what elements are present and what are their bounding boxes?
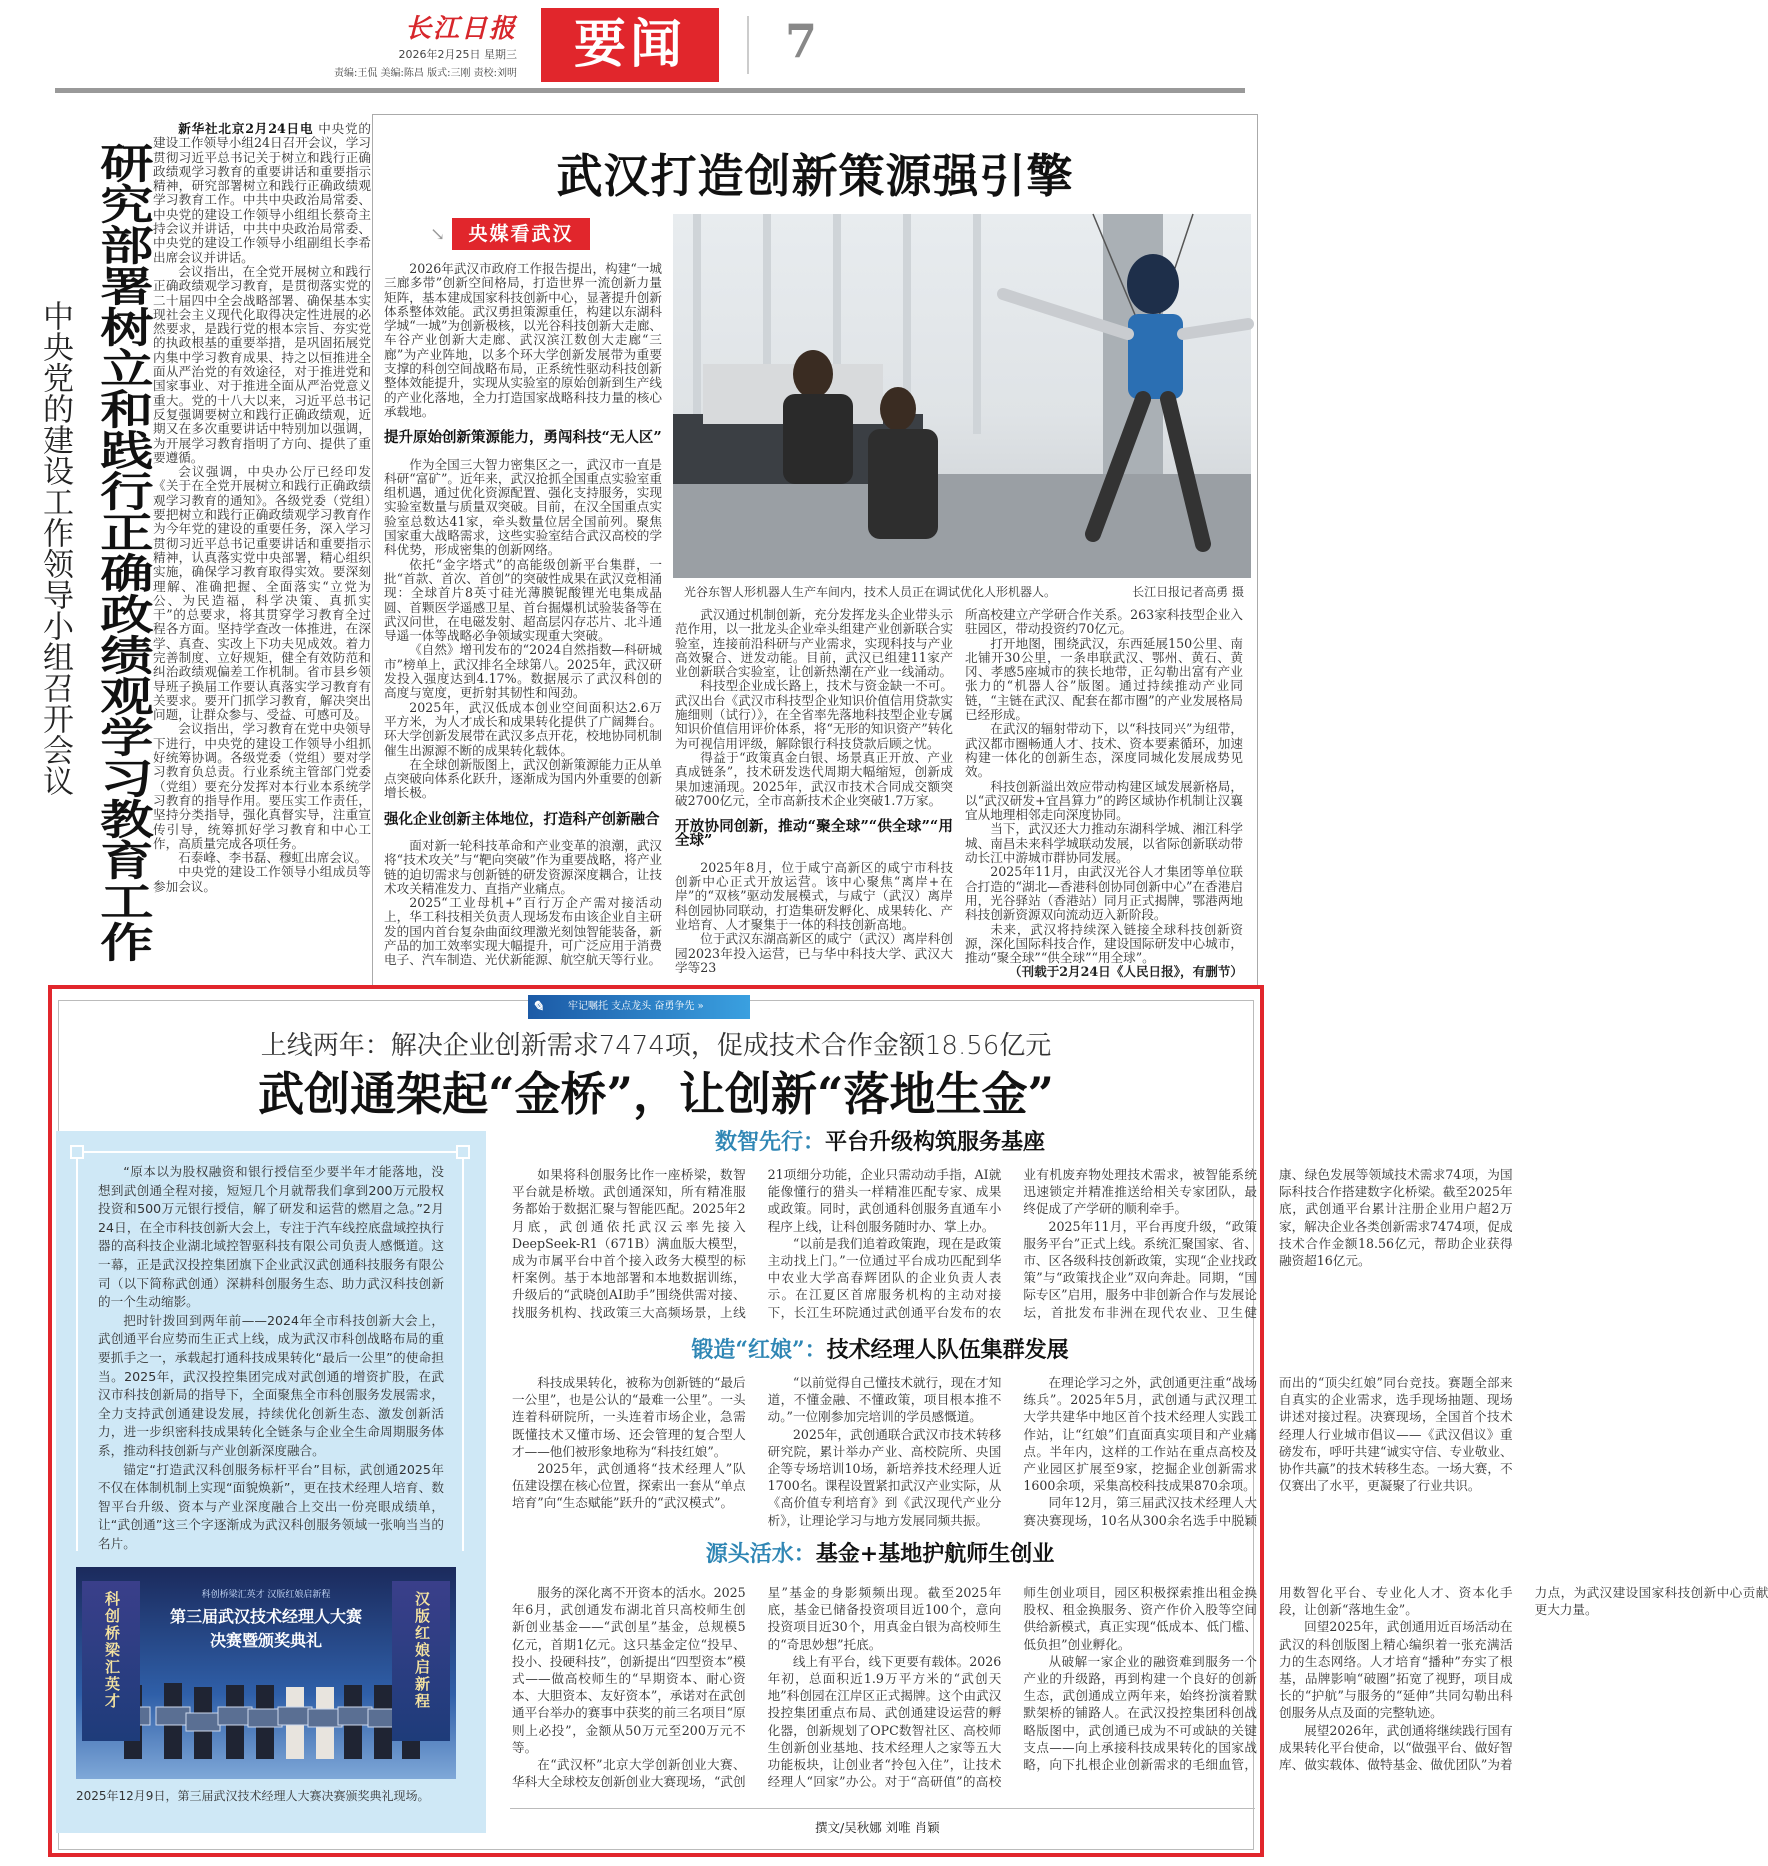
paragraph: 在“武汉杯”北京大学创新创业大赛、华科大全球校友创新创业大赛现场，“武创星”基金的身影频频出现。截至2025年底，基金已储备投资项目近100个，意向投资项目近30个，用真金白银为高校师生的“奇思妙想”托底。 <box>512 1585 1002 1790</box>
arrow-icon: ↘ <box>430 224 446 245</box>
feature-kicker: 上线两年：解决企业创新需求7474项，促成技术合作金额18.56亿元 <box>260 1031 1052 1061</box>
paragraph: 2025年11月，平台再度升级，“政策服务平台”正式上线。系统汇聚国家、省、市、区各级科技创新政策，实现“企业找政策”与“政策找企业”双向奔赴。同期，“国际专区”启用，服务中非创新合作与发展论坛，首批发布非洲在现代农业、卫生健康、绿色发展等领域技术需求74项，为国际科技合作搭建数字化桥梁。截至2025年底，武创通平台累计注册企业用户超2万家，解决企业各类创新需求7474项，促成技术合作金额18.56亿元，帮助企业获得融资超16亿元。 <box>1023 1167 1513 1320</box>
column-tag-label: 央媒看武汉 <box>452 218 590 250</box>
screen-subtitle: 决赛暨颁奖典礼 <box>209 1631 322 1650</box>
paragraph: 同年12月，第三届武汉技术经理人大赛决赛现场，10名从300余名选手中脱颖而出的“顶尖红娘”同台竞技。赛题全部来自真实的企业需求，选手现场抽题、现场讲述对接过程。决赛现场，全国首个技术经理人行业城市倡议——《武汉倡议》重磅发布，呼吁共建“诚实守信、专业敬业、协作共赢”的技术转移生态。一场大赛，不仅赛出了水平，更凝聚了行业共识。 <box>1023 1375 1513 1528</box>
paragraph: 2025年，武汉低成本创业空间面积达2.6万平方米，为人才成长和成果转化提供了广阔舞台。环大学创新发展带在武汉多点开花，校地协同机制催生出源源不断的成果转化载体。 <box>384 699 662 758</box>
header-rule <box>55 88 1245 93</box>
frame-corner <box>70 1145 84 1159</box>
page-number: 7 <box>785 14 818 68</box>
section-heading <box>510 1540 1250 1568</box>
dateline: 新华社北京2月24日电 <box>178 121 314 136</box>
paragraph: 在全球创新版图上，武汉创新策源能力正从单点突破向体系化跃升，逐渐成为国内外重要的创新增长极。 <box>384 756 662 801</box>
paragraph: “以前是我们追着政策跑，现在是政策主动找上门。”一位通过平台成功匹配到华中农业大学高春辉团队的企业负责人表示。在江夏区首席服务机构的主动对接下，长江生环院通过武创通平台发布的农业有机废弃物处理技术需求，被智能系统迅速锁定并精准推送给相关专家团队，最终促成了产学研的顺利牵手。 <box>767 1167 1257 1320</box>
byline: 撰文/吴秋娜 刘唯 肖颖 <box>815 1820 940 1835</box>
paragraph: “原本以为股权融资和银行授信至少要半年才能落地，没想到武创通全程对接，短短几个月就帮我们拿到200万元股权投资和500万元银行授信，解了研发和运营的燃眉之急。”2月24日，在全市科技创新大会上，专注于汽车线控底盘域控执行器的高科技企业湖北域控智驱科技有限公司负责人感慨道。这一幕，正是武汉投控集团旗下企业武汉武创通科技服务有限公司（以下简称武创通）深耕科创服务生态、助力武汉科技创新的一个生动缩影。 <box>98 1164 444 1310</box>
paragraph: 位于武汉东湖高新区的咸宁（武汉）离岸科创园2023年投入运营，已与华中科技大学、武汉大学等23 <box>675 931 953 975</box>
top-article-title: 武汉打造创新策源强引擎 <box>556 149 1074 203</box>
section-heading-text: 基金+基地护航师生创业 <box>815 1541 1055 1567</box>
paragraph: 2025年，武创通将“技术经理人”队伍建设摆在核心位置，探索出一套从“单点培育”向“生态赋能”跃升的“武汉模式”。 <box>512 1461 746 1511</box>
paragraph: 会议指出，学习教育在党中央领导下进行，中央党的建设工作领导小组抓好统筹协调。各级党委（党组）要对学习教育负总责。行业系统主管部门党委（党组）要充分发挥对本行业本系统学习教育的指导作用。要压实工作责任，坚持分类指导，强化真督实导，注重宣传引导，统筹抓好学习教育和中心工作，高质量完成各项任务。 <box>153 721 371 851</box>
section-heading-text: 平台升级构筑服务基座 <box>825 1129 1046 1155</box>
top-article-column-2 <box>675 608 953 984</box>
paragraph: 石泰峰、李书磊、穆虹出席会议。 <box>178 850 368 866</box>
subheading: 提升原始创新策源能力，勇闯科技“无人区” <box>384 429 662 447</box>
robot-photo <box>673 214 1251 578</box>
caption-text: 光谷东智人形机器人生产车间内，技术人员正在调试优化人形机器人。 <box>684 585 1057 599</box>
header-divider <box>747 16 749 74</box>
screen-title: 第三届武汉技术经理人大赛 <box>169 1607 362 1626</box>
paragraph: 依托“金字塔式”的高能级创新平台集群，一批“首款、首次、首创”的突破性成果在武汉竞相涌现：全球首片8英寸硅光薄膜铌酸锂光电集成晶圆、首颗医学遥感卫星、首台掘爆机试验装备等在武汉问世，在电磁发射、超高层闪存芯片、北斗通导遥一体等战略必争领域实现重大突破。 <box>384 556 662 644</box>
campaign-logo-icon: ✎ <box>532 999 544 1015</box>
section-heading-highlight: 数智先行： <box>714 1129 825 1155</box>
paragraph: 会议指出，在全党开展树立和践行正确政绩观学习教育，是贯彻落实党的二十届四中全会战略部署、确保基本实现社会主义现代化取得决定性进展的必然要求，是践行党的根本宗旨、夯实党的执政根基的重要举措，是巩固拓展党内集中学习教育成果、持之以恒推进全面从严治党的有效途径，对于推进党和国家事业、对于推进全面从严治党意义重大。党的十八大以来，习近平总书记反复强调要树立和践行正确政绩观，近期又在多次重要讲话中特别加以强调，为开展学习教育指明了方向、提供了重要遵循。 <box>153 263 371 465</box>
column-tag <box>430 218 590 250</box>
paragraph: 从破解一家企业的融资难到服务一个产业的升级路，再到构建一个良好的创新生态，武创通成立两年来，始终扮演着默默架桥的铺路人。在武汉投控集团科创战略版图中，武创通已成为不可或缺的关键支点——向上承接科技成果转化的国家战略，向下扎根企业创新需求的毛细血管，用数智化平台、专业化人才、资本化手段，让创新“落地生金”。 <box>1023 1585 1513 1773</box>
section-heading-highlight: 锻造“红娘”： <box>691 1337 827 1363</box>
paragraph: 得益于“政策真金白银、场景真正开放、产业真成链条”，技术研发迭代周期大幅缩短，创新成果加速涌现。2025年，武汉市技术合同成交额突破2700亿元，全市高新技术企业突破1.7万家。 <box>675 749 953 808</box>
paragraph: 服务的深化离不开资本的活水。2025年6月，武创通发布湖北首只高校师生创新创业基金——“武创星”基金，总规模5亿元，首期1亿元。这只基金定位“投早、投小、投硬科技”，创新提出“四型资本”模式——做高校师生的“早期资本、耐心资本、大胆资本、友好资本”，承诺对在武创通平台举办的赛事中获奖的前三名项目“原则上必投”，金额从50万元至200万元不等。 <box>512 1585 746 1755</box>
paragraph: 如果将科创服务比作一座桥梁，数智平台就是桥墩。武创通深知，所有精准服务都始于数据汇聚与智能匹配。2025年2月底，武创通依托武汉云率先接入DeepSeek-R1（671B）满血版大模型，成为市属平台中首个接入政务大模型的标杆案例。基于本地部署和本地数据训练，升级后的“武晓创AI助手”围绕供需对接、找服务机构、找政策三大高频场景，上线21项细分功能，企业只需动动手指，AI就能像懂行的猎头一样精准匹配专家、成果或政策。同时，武创通科创服务直通车小程序上线，让科创服务随时办、掌上办。 <box>512 1167 1002 1320</box>
section-body <box>512 1166 1513 1323</box>
right-banner: 汉版红娘启新程 <box>392 1581 450 1741</box>
screen-slogan: 科创桥梁汇英才 汉版红娘启新程 <box>201 1590 331 1600</box>
subheading: 开放协同创新，推动“聚全球”“供全球”“用全球” <box>675 818 953 850</box>
paragraph: 2026年武汉市政府工作报告提出，构建“一城三廊多带”创新空间格局，打造世界一流创新力量矩阵，基本建成国家科技创新中心，显著提升创新体系整体效能。武汉勇担策源重任，构建以东湖科学城“一城”为创新极核，以光谷科技创新大走廊、车谷产业创新大走廊、武汉滨江数创大走廊“三廊”为产业阵地，以多个环大学创新发展带为重要支撑的科创空间战略布局，正系统性驱动科技创新整体效能提升，实现从实验室的原始创新到生产线的产业化落地，全力打造国家战略科技力量的核心承载地。 <box>384 261 662 419</box>
section-heading <box>510 1336 1250 1364</box>
subheading: 强化企业创新主体地位，打造科产创新融合 <box>384 810 660 828</box>
top-article-column-1 <box>384 262 662 982</box>
left-article-body <box>153 122 371 984</box>
paragraph: 会议强调，中央办公厅已经印发《关于在全党开展树立和践行正确政绩观学习教育的通知》。各级党委（党组）要把树立和践行正确政绩观学习教育作为今年党的建设的重要任务，深入学习贯彻习近平总书记重要讲话和重要指示精神，认真落实党中央部署，精心组织实施，确保学习教育取得实效。要深刻理解、准确把握、全面落实“立党为公、为民造福，科学决策、真抓实干”的总要求，将其贯穿学习教育全过程各方面。坚持学查改一体推进，在深学、真查、实改上下功夫见成效。着力完善制度、立好规矩，健全有效防范和纠治政绩观偏差工作机制。省市县乡领导班子换届工作要认真落实学习教育有关要求。要开门抓学习教育，解决突出问题，让群众参与、受益、可感可及。 <box>153 464 371 723</box>
section-body <box>512 1584 1768 1794</box>
frame-corner <box>456 1145 470 1159</box>
paragraph: 当下，武汉还大力推动东湖科学城、湘江科学城、南昌未来科学城联动发展，以省际创新联动带动长江中游城市群协同发展。 <box>965 821 1243 866</box>
section-heading-text: 技术经理人队伍集群发展 <box>826 1337 1069 1363</box>
paragraph: “以前觉得自己懂技术就行，现在才知道，不懂金融、不懂政策，项目根本推不动。”一位刚参加完培训的学员感慨道。 <box>767 1375 1002 1425</box>
campaign-badge-text: 牢记嘱托 支点龙头 奋勇争先 » <box>568 1001 704 1012</box>
paragraph-text: 中央党的建设工作领导小组24日召开会议，学习贯彻习近平总书记关于树立和践行正确政绩观学习教育的重要讲话和重要指示精神，研究部署树立和践行正确政绩观学习教育工作。中共中央政治局常委、中央党的建设工作领导小组组长蔡奇主持会议并讲话，中共中央政治局常委、中央党的建设工作领导小组副组长李希出席会议并讲话。 <box>153 121 371 265</box>
paragraph: 2025年，武创通联合武汉市技术转移研究院，累计举办产业、高校院所、央国企等专场培训10场，新培养技术经理人近1700名。课程设置紧扣武汉产业实际，从《高价值专利培育》到《武汉现代产业分析》，让理论学习与地方发展同频共振。 <box>767 1426 1002 1528</box>
paragraph: 武汉通过机制创新，充分发挥龙头企业带头示范作用，以一批龙头企业牵头组建产业创新联合实验室，连接前沿科研与产业需求，实现科技与产业高效聚合、迸发动能。目前，武汉已组建11家产业创新联合实验室，让创新热潮在产业一线涌动。 <box>675 607 953 680</box>
paragraph: 锚定“打造武汉科创服务标杆平台”目标，武创通2025年不仅在体制机制上实现“面貌焕新”，更在技术经理人培育、数智平台升级、资本与产业深度融合上交出一份亮眼成绩单，让“武创通”这三个字逐渐成为武汉科创服务领域一张响当当的名片。 <box>98 1461 444 1551</box>
paragraph: 科技型企业成长路上，技术与资金缺一不可。武汉出台《武汉市科技型企业知识价值信用贷款实施细则（试行）》，在全省率先落地科技型企业专属知识价值信用评价体系，将“无形的知识资产”转化为可视信用评级，解除银行科技贷款后顾之忧。 <box>675 678 953 751</box>
newspaper-logo: 长江日报 <box>404 14 517 44</box>
photo-credit: 长江日报记者高勇 摄 <box>1132 585 1244 599</box>
paragraph: 面对新一轮科技革命和产业变革的浪潮，武汉将“技术攻关”与“靶向突破”作为重要战略，将产业链的迫切需求与创新链的研发资源深度耦合，让技术攻关精准发力、直指产业痛点。 <box>384 837 662 896</box>
paragraph: 线上有平台，线下更要有载体。2026年初，总面积近1.9万平方米的“武创天地”科创园在江岸区正式揭牌。这个由武汉投控集团重点布局、武创通建设运营的孵化器，创新规划了OPC数智社区、高校师生创新创业基地、技术经理人之家等五大功能板块，让创业者“拎包入住”，让技术经理人“回家”办公。对于“高研值”的高校师生创业项目，园区积极探索推出租金换股权、租金换服务、资产作价入股等空间供给新模式，真正实现“低成本、低门槛、低负担”创业孵化。 <box>767 1585 1257 1790</box>
paragraph: 2025年8月，位于咸宁高新区的咸宁市科技创新中心正式开放运营。该中心聚焦“离岸+在岸”的“双核”驱动发展模式，与咸宁（武汉）离岸科创园协同联动，打造集研发孵化、成果转化、产业培育、人才聚集于一体的科技创新高地。 <box>675 859 953 932</box>
paragraph: 在武汉的辐射带动下，以“科技同兴”为纽带，武汉都市圈畅通人才、技术、资本要素循环，加速构建一体化的创新生态，深度同城化发展成势见效。 <box>965 721 1243 780</box>
byline-rule <box>510 1808 1255 1809</box>
intro-text <box>98 1163 444 1551</box>
left-article-title: 研究部署树立和践行正确政绩观学习教育工作 <box>91 142 154 962</box>
section-label: 要闻 <box>541 8 719 82</box>
paragraph: 所高校建立产学研合作关系。263家科技型企业入驻园区，带动投资约70亿元。 <box>965 607 1243 637</box>
paragraph: 作为全国三大智力密集区之一，武汉市一直是科研“富矿”。近年来，武汉抢抓全国重点实验室重组机遇，通过优化资源配置、强化支持服务，实现实验室数量与质量双突破。目前，在汉全国重点实验室总数达41家，牵头数量位居全国前列。聚焦国家重大战略需求，这些实验室结合武汉高校的学科优势，形成密集的创新网络。 <box>384 456 662 558</box>
paragraph: 中央党的建设工作领导小组成员等参加会议。 <box>153 864 371 894</box>
award-ceremony-photo <box>76 1567 456 1779</box>
paragraph: 2025年11月，由武汉光谷人才集团等单位联合打造的“湖北—香港科创协同创新中心”在香港启用，光谷驿站（香港站）同月正式揭牌，鄂港两地科技创新资源双向流动迈入新阶段。 <box>965 864 1243 923</box>
paragraph: 回望2025年，武创通用近百场活动在武汉的科创版图上精心编织着一张充满活力的生态网络。人才培育“播种”夯实了根基，品牌影响“破圈”拓宽了视野，项目成长的“护航”与服务的“延伸”共同勾勒出科创服务从点及面的完整轨迹。 <box>1278 1619 1513 1721</box>
campaign-badge <box>528 995 750 1019</box>
photo-caption <box>684 583 1244 601</box>
feature-headline: 武创通架起“金桥”，让创新“落地生金” <box>258 1067 1054 1121</box>
paragraph: 展望2026年，武创通将继续践行国有成果转化平台使命，以“做强平台、做好智库、做实载体、做特基金、做优团队”为着力点，为武汉建设国家科技创新中心贡献更大力量。 <box>1278 1585 1768 1773</box>
paragraph: 打开地图，围绕武汉，东西延展150公里、南北铺开30公里，一条串联武汉、鄂州、黄石、黄冈、孝感5座城市的狭长地带，正勾勒出富有产业张力的“机器人谷”版图。通过持续推动产业同链，“主链在武汉、配套在都市圈”的产业发展格局已经形成。 <box>965 635 1243 723</box>
paragraph: 科技创新溢出效应带动构建区域发展新格局，以“武汉研发+宜昌算力”的跨区域协作机制让汉襄宜从地理相邻走向深度协同。 <box>965 778 1243 823</box>
top-article-column-3 <box>965 608 1243 984</box>
left-banner: 科创桥梁汇英才 <box>82 1581 140 1741</box>
editor-credits: 责编:王侃 美编:陈昌 版式:三刚 责校:刘明 <box>333 68 517 79</box>
section-heading-highlight: 源头活水： <box>705 1541 816 1567</box>
paragraph: 把时针拨回到两年前——2024年全市科技创新大会上，武创通平台应势而生正式上线，成为武汉市科创战略布局的重要抓手之一，承载起打通科技成果转化“最后一公里”的使命担当。2025年，武汉投控集团完成对武创通的增资扩股，在武汉市科技创新局的指导下，全面聚焦全市科创服务发展需求，全力支持武创通建设发展，持续优化创新生态、激发创新活力，进一步织密科技成果转化全链条与企业全生命周期服务体系，推动科技创新与产业创新深度融合。 <box>98 1312 444 1458</box>
robot-photo-illustration <box>673 214 1251 578</box>
paragraph: 未来，武汉将持续深入链接全球科技创新资源，深化国际科技合作，建设国际研发中心城市，推动“聚全球”“供全球”“用全球”。 <box>965 921 1243 966</box>
paragraph <box>153 122 371 265</box>
paragraph: 科技成果转化，被称为创新链的“最后一公里”，也是公认的“最难一公里”。一头连着科研院所，一头连着市场企业，急需既懂技术又懂市场、还会管理的复合型人才——他们被形象地称为“科技红娘”。 <box>512 1375 746 1459</box>
section-heading <box>510 1128 1250 1156</box>
section-body <box>512 1374 1513 1531</box>
issue-date: 2026年2月25日 星期三 <box>398 48 517 61</box>
paragraph: 在理论学习之外，武创通更注重“战场练兵”。2025年5月，武创通与武汉理工大学共建华中地区首个技术经理人实践工作站，让“红娘”们直面真实项目和产业痛点。半年内，这样的工作站在重点高校及产业园区扩展至9家，挖掘企业创新需求1600余项，采集高校科技成果870余项。 <box>1023 1375 1257 1494</box>
photo-caption: 2025年12月9日，第三届武汉技术经理人大赛决赛颁奖典礼现场。 <box>76 1789 430 1803</box>
left-article-subtitle: 中央党的建设工作领导小组召开会议 <box>37 300 73 796</box>
intro-panel <box>56 1131 486 1833</box>
paragraph: 2025“工业母机+”百行万企产需对接活动上，华工科技相关负责人现场发布由该企业自主研发的国内首台复杂曲面纹理激光刻蚀智能装备，新产品的加工效率实现大幅提升，可广泛应用于消费电子、汽车制造、光伏新能源、航空航天等行业。 <box>384 895 662 968</box>
paragraph: 《自然》增刊发布的“2024自然指数—科研城市”榜单上，武汉排名全球第八。2025年，武汉研发投入强度达到4.17%。数据展示了武汉科创的高度与宽度，更折射其韧性和闯劲。 <box>384 642 662 701</box>
source-note: （刊载于2月24日《人民日报》，有删节） <box>1008 964 1243 980</box>
